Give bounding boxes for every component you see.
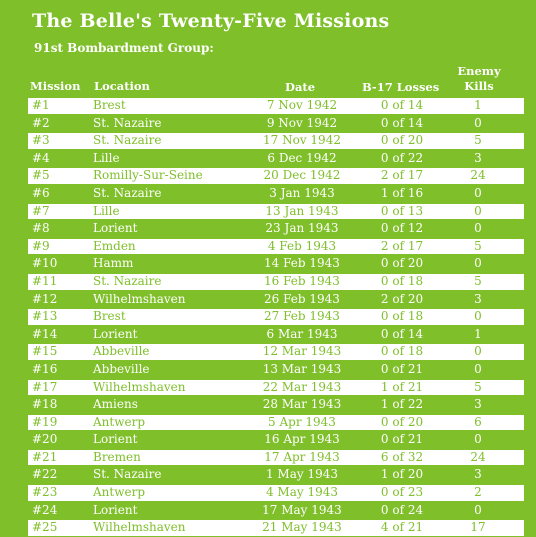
table-row (0, 97, 536, 115)
cell-kills: 0 (474, 115, 482, 130)
cell-date: 28 Mar 1943 (262, 397, 342, 412)
table-row (0, 185, 536, 203)
cell-losses: 1 of 16 (380, 185, 424, 200)
table-row (0, 203, 536, 221)
cell-kills: 2 (474, 485, 482, 500)
cell-date: 12 Mar 1943 (262, 344, 342, 359)
cell-date: 23 Jan 1943 (265, 221, 339, 236)
table-row (0, 291, 536, 309)
cell-mission: #22 (32, 467, 58, 482)
cell-losses: 1 of 22 (380, 397, 424, 412)
cell-losses: 1 of 20 (380, 467, 424, 482)
cell-date: 21 May 1943 (262, 520, 342, 535)
cell-losses: 4 of 21 (380, 520, 424, 535)
cell-date: 1 May 1943 (265, 467, 339, 482)
cell-date: 17 Nov 1942 (263, 133, 341, 148)
table-row (0, 255, 536, 273)
cell-date: 13 Jan 1943 (265, 203, 339, 218)
cell-losses: 2 of 17 (380, 168, 424, 183)
table-row (0, 308, 536, 326)
cell-losses: 0 of 20 (380, 256, 424, 271)
table-row (0, 167, 536, 185)
cell-location: Romilly-Sur-Seine (93, 168, 203, 183)
cell-location: Antwerp (93, 414, 146, 429)
cell-mission: #10 (32, 256, 58, 271)
cell-date: 17 May 1943 (262, 502, 342, 517)
table-row (0, 502, 536, 520)
cell-location: Abbeville (93, 361, 150, 376)
table-row (0, 132, 536, 150)
cell-location: Bremen (93, 449, 141, 464)
cell-losses: 2 of 20 (380, 291, 424, 306)
cell-losses: 0 of 21 (380, 432, 424, 447)
cell-losses: 0 of 20 (380, 133, 424, 148)
cell-losses: 0 of 23 (380, 485, 424, 500)
cell-location: Lille (93, 150, 120, 165)
cell-losses: 1 of 21 (380, 379, 424, 394)
cell-location: Brest (93, 309, 126, 324)
table-row (0, 396, 536, 414)
cell-location: Lille (93, 203, 120, 218)
cell-kills: 17 (470, 520, 486, 535)
cell-mission: #5 (32, 168, 50, 183)
cell-date: 16 Apr 1943 (264, 432, 340, 447)
table-row (0, 379, 536, 397)
cell-date: 4 Feb 1943 (267, 238, 337, 253)
cell-date: 9 Nov 1942 (266, 115, 338, 130)
cell-kills: 0 (474, 432, 482, 447)
table-row (0, 115, 536, 133)
table-row (0, 414, 536, 432)
cell-mission: #20 (32, 432, 58, 447)
cell-location: Lorient (93, 221, 138, 236)
cell-kills: 5 (474, 133, 482, 148)
cell-mission: #18 (32, 397, 58, 412)
cell-date: 3 Jan 1943 (269, 185, 335, 200)
cell-mission: #4 (32, 150, 50, 165)
cell-location: Wilhelmshaven (93, 291, 186, 306)
cell-losses: 0 of 21 (380, 361, 424, 376)
cell-losses: 0 of 18 (380, 273, 424, 288)
cell-date: 4 May 1943 (265, 485, 339, 500)
cell-mission: #19 (32, 414, 58, 429)
cell-date: 27 Feb 1943 (264, 309, 340, 324)
cell-date: 5 Apr 1943 (268, 414, 336, 429)
cell-mission: #3 (32, 133, 50, 148)
cell-losses: 6 of 32 (380, 449, 424, 464)
cell-date: 20 Dec 1942 (263, 168, 341, 183)
missions-table (0, 97, 536, 537)
table-row (0, 466, 536, 484)
cell-losses: 0 of 12 (380, 221, 424, 236)
cell-losses: 2 of 17 (380, 238, 424, 253)
cell-mission: #23 (32, 485, 58, 500)
cell-losses: 0 of 18 (380, 309, 424, 324)
cell-location: Hamm (93, 256, 134, 271)
cell-kills: 3 (474, 150, 482, 165)
cell-date: 13 Mar 1943 (262, 361, 342, 376)
page-subtitle: 91st Bombardment Group: (34, 41, 214, 55)
cell-kills: 3 (474, 291, 482, 306)
cell-date: 14 Feb 1943 (264, 256, 340, 271)
cell-date: 22 Mar 1943 (262, 379, 342, 394)
header-kills-line1: Enemy (457, 64, 501, 78)
cell-mission: #7 (32, 203, 50, 218)
cell-mission: #15 (32, 344, 58, 359)
cell-kills: 3 (474, 467, 482, 482)
table-row (0, 484, 536, 502)
cell-mission: #24 (32, 502, 58, 517)
cell-kills: 0 (474, 361, 482, 376)
cell-date: 26 Feb 1943 (264, 291, 340, 306)
page-title: The Belle's Twenty-Five Missions (32, 10, 390, 32)
cell-mission: #1 (32, 98, 50, 112)
header-mission: Mission (30, 79, 81, 93)
cell-kills: 0 (474, 502, 482, 517)
cell-location: St. Nazaire (93, 467, 162, 482)
cell-location: St. Nazaire (93, 115, 162, 130)
cell-mission: #2 (32, 115, 50, 130)
cell-losses: 0 of 14 (380, 98, 424, 112)
table-row (0, 273, 536, 291)
table-row (0, 361, 536, 379)
cell-mission: #8 (32, 221, 50, 236)
cell-date: 16 Feb 1943 (264, 273, 340, 288)
cell-mission: #25 (32, 520, 58, 535)
cell-location: St. Nazaire (93, 185, 162, 200)
cell-mission: #9 (32, 238, 50, 253)
cell-location: Emden (93, 238, 136, 253)
cell-date: 6 Dec 1942 (267, 150, 337, 165)
table-row (0, 220, 536, 238)
cell-kills: 1 (474, 326, 482, 341)
cell-kills: 6 (474, 414, 482, 429)
cell-location: St. Nazaire (93, 273, 162, 288)
cell-location: St. Nazaire (93, 133, 162, 148)
cell-location: Wilhelmshaven (93, 379, 186, 394)
cell-location: Brest (93, 98, 126, 112)
cell-kills: 5 (474, 379, 482, 394)
header-losses: B-17 Losses (362, 80, 440, 94)
cell-kills: 0 (474, 185, 482, 200)
cell-losses: 0 of 14 (380, 326, 424, 341)
cell-losses: 0 of 18 (380, 344, 424, 359)
cell-mission: #13 (32, 309, 58, 324)
header-location: Location (94, 79, 150, 93)
cell-date: 7 Nov 1942 (266, 98, 338, 112)
cell-mission: #17 (32, 379, 58, 394)
cell-mission: #12 (32, 291, 58, 306)
cell-losses: 0 of 24 (380, 502, 424, 517)
cell-kills: 0 (474, 221, 482, 236)
cell-location: Lorient (93, 502, 138, 517)
cell-losses: 0 of 13 (380, 203, 424, 218)
cell-kills: 0 (474, 309, 482, 324)
table-row (0, 238, 536, 256)
header-kills-line2: Kills (464, 79, 494, 93)
table-row (0, 519, 536, 537)
cell-kills: 0 (474, 344, 482, 359)
cell-mission: #6 (32, 185, 50, 200)
cell-kills: 3 (474, 397, 482, 412)
cell-location: Antwerp (93, 485, 146, 500)
cell-location: Abbeville (93, 344, 150, 359)
cell-losses: 0 of 22 (380, 150, 424, 165)
cell-kills: 5 (474, 273, 482, 288)
table-row (0, 326, 536, 344)
cell-location: Lorient (93, 326, 138, 341)
table-row (0, 449, 536, 467)
cell-kills: 24 (470, 449, 486, 464)
cell-kills: 0 (474, 203, 482, 218)
cell-kills: 24 (470, 168, 486, 183)
cell-date: 17 Apr 1943 (264, 449, 340, 464)
table-row (0, 343, 536, 361)
cell-mission: #21 (32, 449, 58, 464)
cell-mission: #14 (32, 326, 58, 341)
cell-losses: 0 of 20 (380, 414, 424, 429)
cell-losses: 0 of 14 (380, 115, 424, 130)
cell-mission: #11 (32, 273, 58, 288)
cell-kills: 0 (474, 256, 482, 271)
table-row (0, 150, 536, 168)
cell-location: Amiens (93, 397, 138, 412)
cell-mission: #16 (32, 361, 58, 376)
table-row (0, 431, 536, 449)
header-date: Date (285, 80, 316, 94)
cell-kills: 1 (474, 98, 482, 112)
cell-kills: 5 (474, 238, 482, 253)
cell-location: Wilhelmshaven (93, 520, 186, 535)
header-enemy-kills (452, 64, 506, 94)
cell-date: 6 Mar 1943 (266, 326, 338, 341)
cell-location: Lorient (93, 432, 138, 447)
